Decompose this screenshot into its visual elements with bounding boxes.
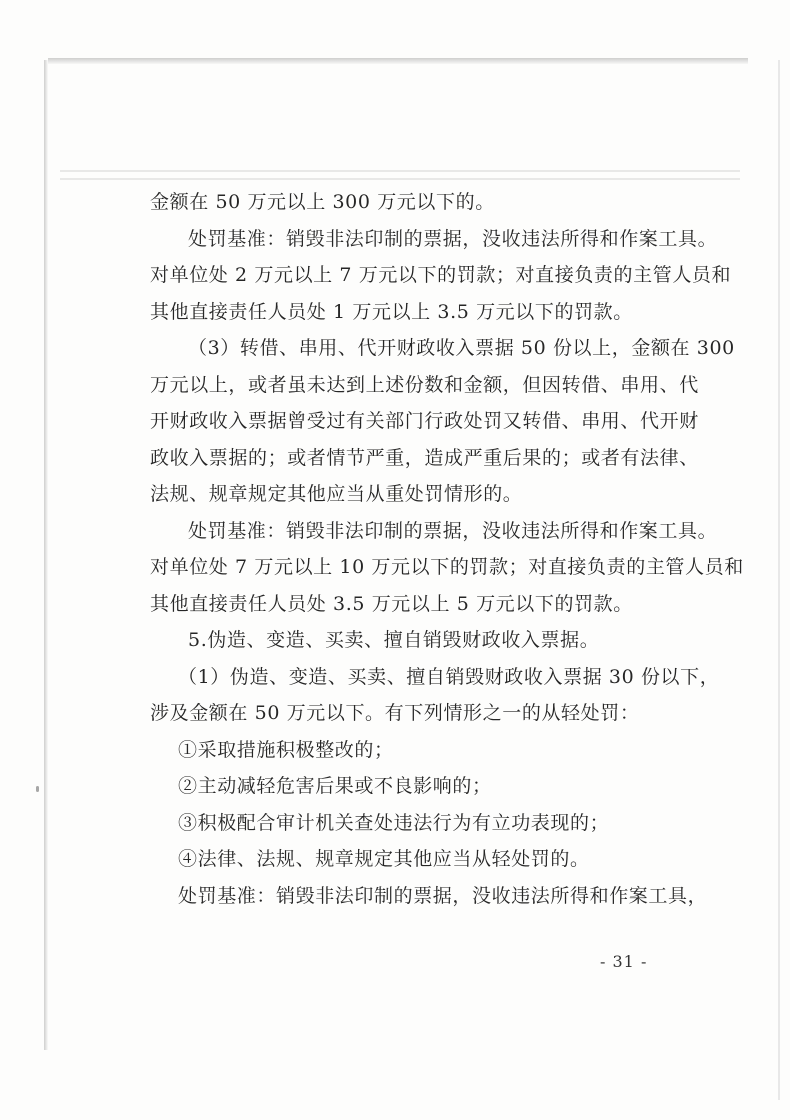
- body-line: 法规、规章规定其他应当从重处罚情形的。: [150, 483, 523, 505]
- document-body: [150, 184, 744, 914]
- list-item: ④法律、法规、规章规定其他应当从轻处罚的。: [178, 848, 590, 870]
- body-line: 涉及金额在 50 万元以下。有下列情形之一的从轻处罚：: [150, 702, 640, 724]
- page-number: - 31 -: [600, 952, 648, 971]
- body-line: 万元以上，或者虽未达到上述份数和金额，但因转借、串用、代: [150, 373, 699, 396]
- body-line: （1）伪造、变造、买卖、擅自销毁财政收入票据 30 份以下，: [178, 665, 720, 688]
- scan-edge-right: [778, 60, 780, 1100]
- list-item: ③积极配合审计机关查处违法行为有立功表现的；: [178, 811, 610, 834]
- body-line: 其他直接责任人员处 1 万元以上 3.5 万元以下的罚款。: [150, 300, 633, 323]
- body-line: 开财政收入票据曾受过有关部门行政处罚又转借、串用、代开财: [150, 410, 699, 432]
- body-line: 处罚基准：销毁非法印制的票据，没收违法所得和作案工具。: [188, 519, 718, 542]
- body-line: （3）转借、串用、代开财政收入票据 50 份以上，金额在 300: [188, 337, 735, 359]
- bleed-through-line: [60, 178, 740, 180]
- body-line: 处罚基准：销毁非法印制的票据，没收违法所得和作案工具。: [188, 227, 718, 250]
- section-heading: 5.伪造、变造、买卖、擅自销毁财政收入票据。: [188, 629, 600, 651]
- body-line: 政收入票据的；或者情节严重，造成严重后果的；或者有法律、: [150, 446, 699, 469]
- scan-edge-left: [44, 60, 48, 1050]
- list-item: ①采取措施积极整改的；: [178, 738, 394, 761]
- body-line: 金额在 50 万元以上 300 万元以下的。: [150, 191, 495, 213]
- body-line: 对单位处 2 万元以上 7 万元以下的罚款；对直接负责的主管人员和: [150, 264, 732, 286]
- scan-edge-top: [48, 58, 748, 64]
- body-line: 对单位处 7 万元以上 10 万元以下的罚款；对直接负责的主管人员和: [150, 556, 744, 578]
- bleed-through-line: [60, 170, 740, 172]
- body-line: 处罚基准：销毁非法印制的票据，没收违法所得和作案工具，: [178, 884, 708, 907]
- body-line: 其他直接责任人员处 3.5 万元以上 5 万元以下的罚款。: [150, 592, 633, 615]
- list-item: ②主动减轻危害后果或不良影响的；: [178, 775, 492, 797]
- scan-speck: [36, 786, 39, 792]
